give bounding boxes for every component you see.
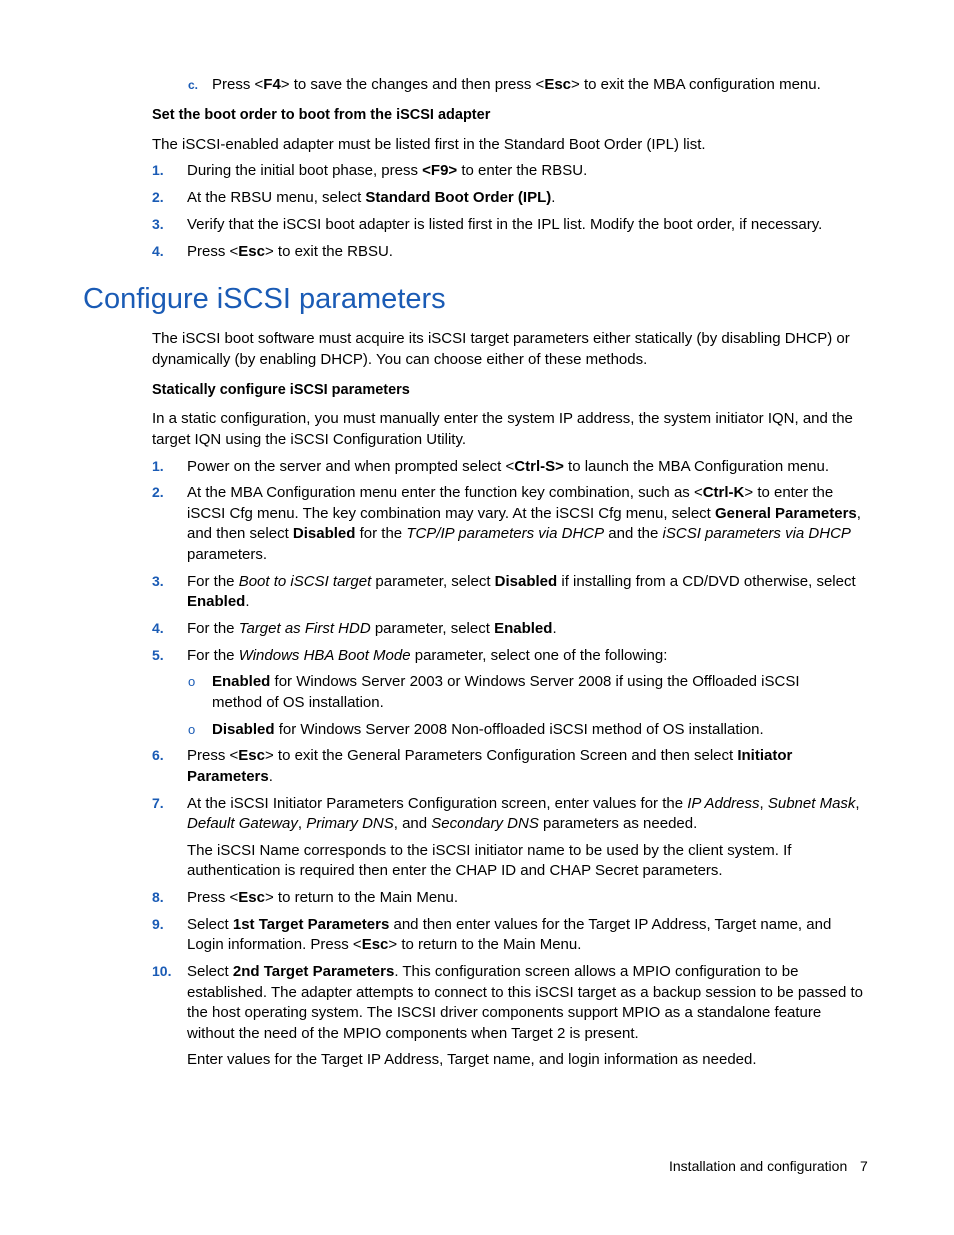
step-10-line-3: the host operating system. The ISCSI driver components support MPIO as a standalone feature (187, 1004, 822, 1021)
page-number: 7 (860, 1158, 868, 1174)
step-number: 9. (152, 916, 164, 932)
sub-bullet-marker: o (188, 674, 196, 689)
step-1: Power on the server and when prompted select <Ctrl-S> to launch the MBA Configuration menu. (187, 458, 830, 475)
step-7-note-line-2: authentication is required then enter the CHAP ID and CHAP Secret parameters. (187, 862, 723, 879)
boot-step-1: During the initial boot phase, press <F9> to enter the RBSU. (187, 162, 588, 179)
static-config-intro-line-2: target IQN using the iSCSI Configuration Utility. (152, 431, 467, 448)
step-number: 3. (152, 573, 164, 589)
step-number: 2. (152, 484, 164, 500)
static-config-heading: Statically configure iSCSI parameters (152, 382, 410, 398)
boot-step-number: 2. (152, 189, 164, 205)
step-7-line-1: At the iSCSI Initiator Parameters Configuration screen, enter values for the IP Address, Subnet Mask, (187, 795, 860, 812)
step-9-line-2: Login information. Press <Esc> to return to the Main Menu. (187, 936, 582, 953)
step-3-line-1: For the Boot to iSCSI target parameter, select Disabled if installing from a CD/DVD otherwise, select (187, 573, 856, 590)
step-8: Press <Esc> to return to the Main Menu. (187, 889, 459, 906)
step-number: 7. (152, 795, 164, 811)
step-5-option-1-line-1: Enabled for Windows Server 2003 or Windows Server 2008 if using the Offloaded iSCSI (212, 673, 800, 690)
step-number: 4. (152, 620, 164, 636)
step-number: 1. (152, 458, 164, 474)
step-10-line-4: without the need of the MPIO components when Target 2 is present. (187, 1025, 639, 1042)
step-9-line-1: Select 1st Target Parameters and then enter values for the Target IP Address, Target name, and (187, 916, 832, 933)
step-number: 6. (152, 747, 164, 763)
step-7-note-line-1: The iSCSI Name corresponds to the iSCSI initiator name to be used by the client system. If (187, 842, 792, 859)
step-6-line-1: Press <Esc> to exit the General Parameters Configuration Screen and then select Initiator (187, 747, 793, 764)
step-2-line-2: iSCSI Cfg menu. The key combination may vary. At the iSCSI Cfg menu, select General Parameters, (187, 505, 861, 522)
step-c-marker: c. (188, 78, 199, 92)
boot-step-number: 4. (152, 243, 164, 259)
step-number: 10. (152, 963, 172, 979)
boot-order-heading: Set the boot order to boot from the iSCSI adapter (152, 107, 491, 123)
step-10-line-1: Select 2nd Target Parameters. This configuration screen allows a MPIO configuration to be (187, 963, 799, 980)
boot-step-number: 1. (152, 162, 164, 178)
section-intro-line-2: dynamically (by enabling DHCP). You can choose either of these methods. (152, 351, 648, 368)
step-10-note: Enter values for the Target IP Address, Target name, and login information as needed. (187, 1051, 757, 1068)
boot-step-4: Press <Esc> to exit the RBSU. (187, 243, 393, 260)
step-5-option-1-line-2: method of OS installation. (212, 694, 384, 711)
boot-step-3: Verify that the iSCSI boot adapter is listed first in the IPL list. Modify the boot order, if necessary. (187, 216, 823, 233)
step-3-line-2: Enabled. (187, 593, 250, 610)
step-2-line-3: and then select Disabled for the TCP/IP parameters via DHCP and the iSCSI parameters via DHCP (187, 525, 851, 542)
step-6-line-2: Parameters. (187, 768, 273, 785)
sub-bullet-marker: o (188, 722, 196, 737)
step-4: For the Target as First HDD parameter, select Enabled. (187, 620, 557, 637)
step-5-option-2: Disabled for Windows Server 2008 Non-offloaded iSCSI method of OS installation. (212, 721, 764, 738)
footer-section-name: Installation and configuration (669, 1158, 848, 1174)
boot-step-2: At the RBSU menu, select Standard Boot Order (IPL). (187, 189, 556, 206)
boot-step-number: 3. (152, 216, 164, 232)
step-2-line-4: parameters. (187, 546, 268, 563)
static-config-intro-line-1: In a static configuration, you must manually enter the system IP address, the system initiator IQN, and the (152, 410, 853, 427)
step-7-line-2: Default Gateway, Primary DNS, and Secondary DNS parameters as needed. (187, 815, 698, 832)
step-10-line-2: established. The adapter attempts to connect to this iSCSI target as a backup session to be passed to (187, 984, 863, 1001)
section-title: Configure iSCSI parameters (83, 283, 446, 315)
step-c-text: Press <F4> to save the changes and then press <Esc> to exit the MBA configuration menu. (212, 76, 821, 93)
step-5: For the Windows HBA Boot Mode parameter, select one of the following: (187, 647, 668, 664)
step-2-line-1: At the MBA Configuration menu enter the function key combination, such as <Ctrl-K> to enter the (187, 484, 834, 501)
boot-order-intro: The iSCSI-enabled adapter must be listed first in the Standard Boot Order (IPL) list. (152, 136, 706, 153)
step-number: 5. (152, 647, 164, 663)
step-number: 8. (152, 889, 164, 905)
section-intro-line-1: The iSCSI boot software must acquire its iSCSI target parameters either statically (by disabling DHCP) or (152, 330, 850, 347)
